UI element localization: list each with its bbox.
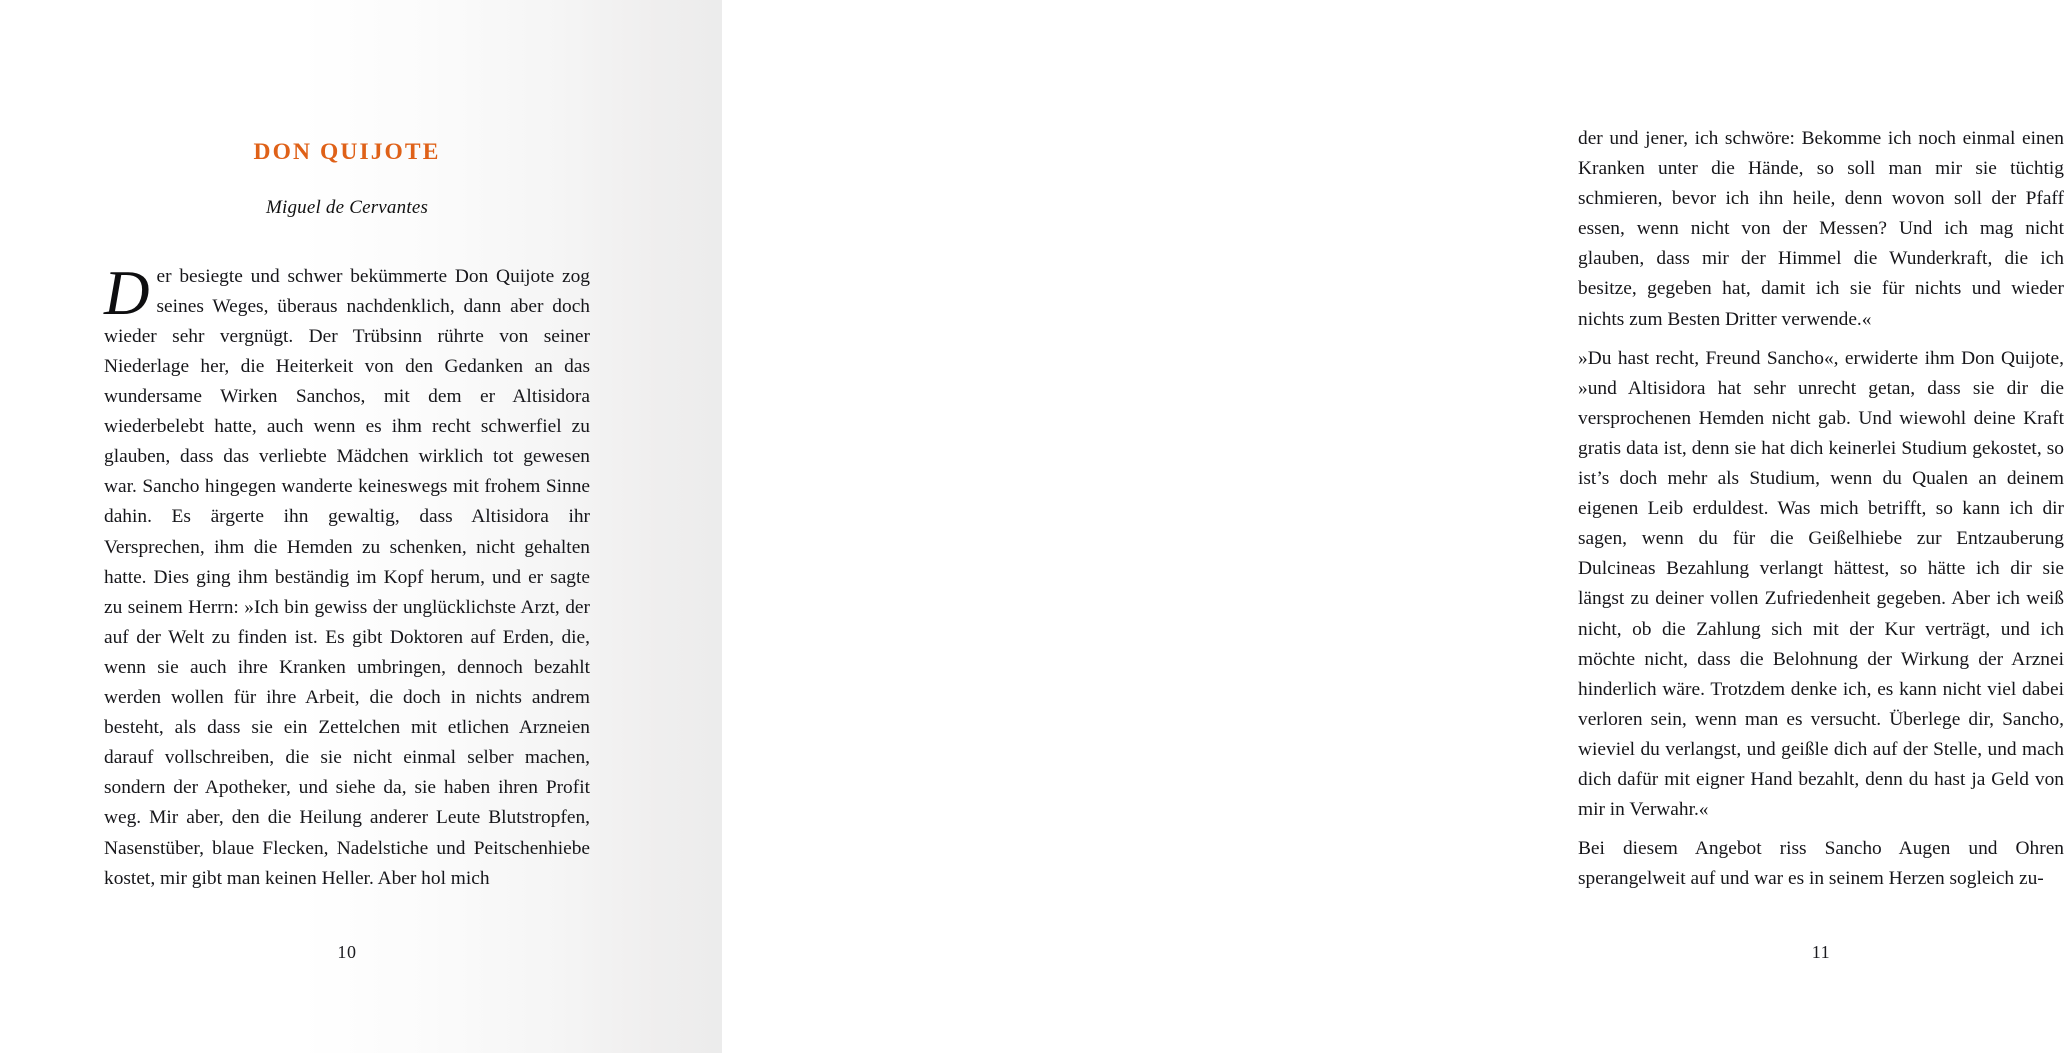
right-page-textblock [1578,124,2064,894]
paragraph: Bei diesem Angebot riss Sancho Augen und Ohren sperangelweit auf und war es in seinem Herzen sogleich zu- [1578,838,2064,890]
page-number-left: 10 [337,942,357,962]
drop-cap: D [104,257,150,328]
page-left [0,0,722,1053]
page-right [722,0,2064,1053]
paragraph [104,257,590,894]
paragraph-text: er besiegte und schwer bekümmerte Don Quijote zog seines Weges, überaus nachdenklich, dann aber doch wieder sehr vergnügt. Der Trübsinn rührte von seiner Niederlage her, die Heiterkeit von den Gedanken an das wundersame Wirken Sanchos, mit dem er Altisidora wiederbelebt hatte, auch wenn es ihm recht schwerfiel zu glauben, dass das verliebte Mädchen wirklich tot gewesen war. Sancho hingegen wanderte keineswegs mit frohem Sinne dahin. Es ärgerte ihn gewaltig, dass Altisidora ihr Versprechen, ihm die Hemden zu schenken, nicht gehalten hatte. Dies ging ihm beständig im Kopf herum, und er sagte zu seinem Herrn: »Ich bin gewiss der unglücklichste Arzt, der auf der Welt zu finden ist. Es gibt Doktoren auf Erden, die, wenn sie auch ihre Kranken umbringen, dennoch bezahlt werden wollen für ihre Arbeit, die doch in nichts andrem besteht, als dass sie ein Zettelchen mit etlichen Arzneien darauf vollschreiben, die sie nicht einmal selber machen, sondern der Apotheker, und siehe da, sie haben ihren Profit weg. Mir aber, den die Heilung anderer Leute Blutstropfen, Nasenstüber, blaue Flecken, Nadelstiche und Peitschenhiebe kostet, mir gibt man keinen Heller. Aber hol mich [104,265,590,889]
page-number-right: 11 [1811,942,1831,962]
paragraph: »Du hast recht, Freund Sancho«, erwiderte ihm Don Quijote, »und Altisidora hat sehr unrecht getan, dass sie dir die versprochenen Hemden nicht gab. Und wiewohl deine Kraft gratis data ist, denn sie hat dich keinerlei Studium gekostet, so ist’s doch mehr als Studium, wenn du Qualen an deinem eigenen Leib erduldest. Was mich betrifft, so kann ich dir sagen, wenn du für die Geißelhiebe zur Entzauberung Dulcineas Bezahlung verlangt hättest, so hätte ich dir sie längst zu deiner vollen Zufriedenheit gegeben. Aber ich weiß nicht, ob die Zahlung sich mit der Kur verträgt, und ich möchte nicht, dass die Belohnung der Wirkung der Arznei hinderlich wäre. Trotzdem denke ich, es kann nicht viel dabei verloren sein, wenn man es versucht. Überlege dir, Sancho, wieviel du verlangst, und geißle dich auf der Stelle, und mach dich dafür mit eigner Hand bezahlt, denn du hast ja Geld von mir in Verwahr.« [1578,347,2064,821]
paragraph: der und jener, ich schwöre: Bekomme ich noch einmal einen Kranken unter die Hände, so soll man mir sie tüchtig schmieren, bevor ich ihn heile, denn wovon soll der Pfaff essen, wenn nicht von der Messen? Und ich mag nicht glauben, dass mir der Himmel die Wunderkraft, die ich besitze, gegeben hat, damit ich sie für nichts und wieder nichts zum Besten Dritter verwende.« [1578,128,2064,330]
left-page-textblock [104,124,590,894]
chapter-title: DON QUIJOTE [253,139,441,165]
chapter-author: Miguel de Cervantes [265,196,429,218]
